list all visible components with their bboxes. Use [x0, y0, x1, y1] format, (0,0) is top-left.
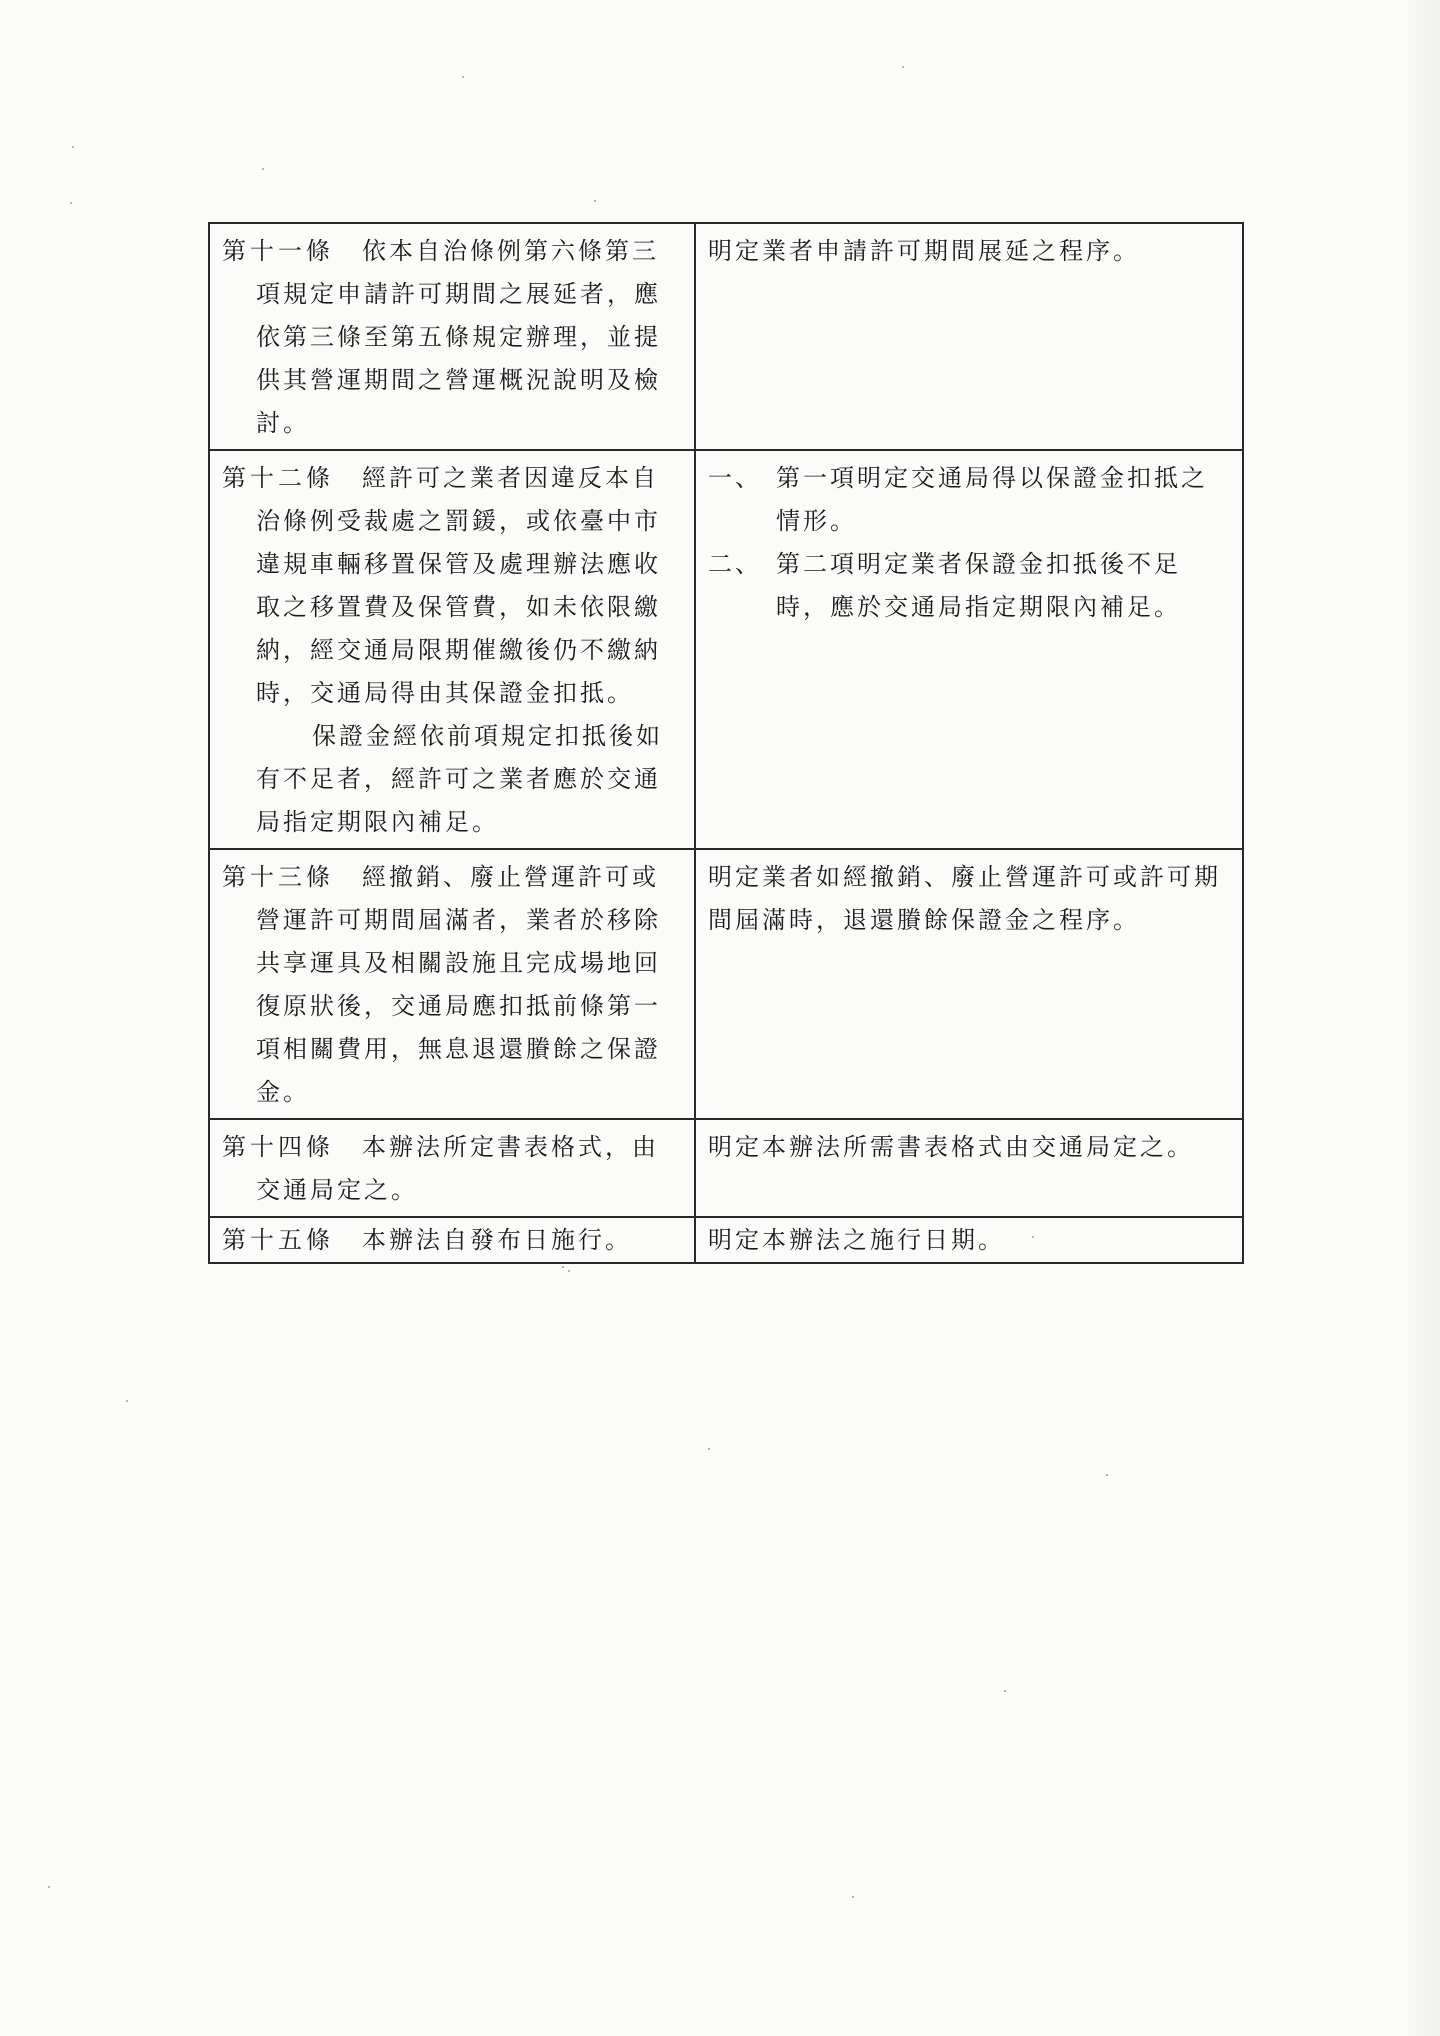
- article-text: 本辦法自發布日施行。: [362, 1226, 632, 1254]
- scan-speck: [262, 168, 264, 170]
- article-number: 第十四條: [222, 1133, 334, 1161]
- article-cell: [209, 1119, 695, 1217]
- explanation-cell: [695, 849, 1243, 1119]
- scan-speck: [708, 1448, 710, 1450]
- article-text: 經撤銷、廢止營運許可或營運許可期間屆滿者，業者於移除共享運具及相關設施且完成場地回復原狀後，交通局應扣抵前條第一項相關費用，無息退還賸餘之保證金。: [256, 863, 661, 1106]
- scan-speck: [126, 1400, 128, 1402]
- article-text: 本辦法所定書表格式，由交通局定之。: [256, 1133, 659, 1204]
- article-number: 第十二條: [222, 464, 334, 492]
- list-item: [708, 543, 1228, 629]
- regulation-table: [208, 222, 1244, 1264]
- article-cell: [209, 1217, 695, 1263]
- explanation-cell: [695, 1119, 1243, 1217]
- scan-speck: [1004, 1690, 1006, 1692]
- article-paragraph: [222, 856, 680, 1114]
- scan-speck: [852, 1896, 854, 1898]
- explanation-text: 明定業者如經撤銷、廢止營運許可或許可期間屆滿時，退還賸餘保證金之程序。: [708, 863, 1221, 934]
- list-item-text: 第一項明定交通局得以保證金扣抵之情形。: [776, 464, 1208, 535]
- article-text: 依本自治條例第六條第三項規定申請許可期間之展延者，應依第三條至第五條規定辦理，並提供其營運期間之營運概況說明及檢討。: [256, 237, 661, 437]
- scan-edge-shadow: [1400, 0, 1440, 2036]
- explanation-cell: [695, 223, 1243, 450]
- scan-speck: [562, 1266, 564, 1268]
- article-cell: [209, 450, 695, 849]
- article-number: 第十五條: [222, 1226, 334, 1254]
- article-number: 第十一條: [222, 237, 334, 265]
- table-row: [209, 849, 1243, 1119]
- table-row: [209, 223, 1243, 450]
- list-item-text: 第二項明定業者保證金扣抵後不足時，應於交通局指定期限內補足。: [776, 550, 1181, 621]
- article-paragraph: [222, 230, 680, 445]
- article-paragraph: [222, 457, 680, 715]
- explanation-cell: [695, 450, 1243, 849]
- explanation-text: 明定本辦法之施行日期。: [708, 1226, 1005, 1254]
- article-number: 第十三條: [222, 863, 334, 891]
- table-row: [209, 450, 1243, 849]
- scan-speck: [568, 1270, 570, 1272]
- scan-speck: [902, 66, 904, 68]
- article-cell: [209, 849, 695, 1119]
- article-paragraph: [222, 1126, 680, 1212]
- table-row: [209, 1217, 1243, 1263]
- scan-speck: [72, 146, 74, 148]
- scan-speck: [1106, 1474, 1108, 1476]
- explanation-text: 明定業者申請許可期間展延之程序。: [708, 237, 1140, 265]
- scan-speck: [48, 1886, 50, 1888]
- scan-speck: [594, 200, 596, 202]
- article-text: 經許可之業者因違反本自治條例受裁處之罰鍰，或依臺中市違規車輛移置保管及處理辦法應收取之移置費及保管費，如未依限繳納，經交通局限期催繳後仍不繳納時，交通局得由其保證金扣抵。: [256, 464, 661, 707]
- list-item: [708, 457, 1228, 543]
- list-item-number: 一、: [708, 464, 762, 492]
- scan-speck: [462, 76, 464, 78]
- explanation-cell: [695, 1217, 1243, 1263]
- table-row: [209, 1119, 1243, 1217]
- scan-speck: [70, 202, 72, 204]
- article-paragraph: [222, 1219, 680, 1262]
- explanation-text: 明定本辦法所需書表格式由交通局定之。: [708, 1133, 1194, 1161]
- article-cell: [209, 223, 695, 450]
- list-item-number: 二、: [708, 550, 762, 578]
- article-paragraph-2: 保證金經依前項規定扣抵後如有不足者，經許可之業者應於交通局指定期限內補足。: [256, 722, 663, 836]
